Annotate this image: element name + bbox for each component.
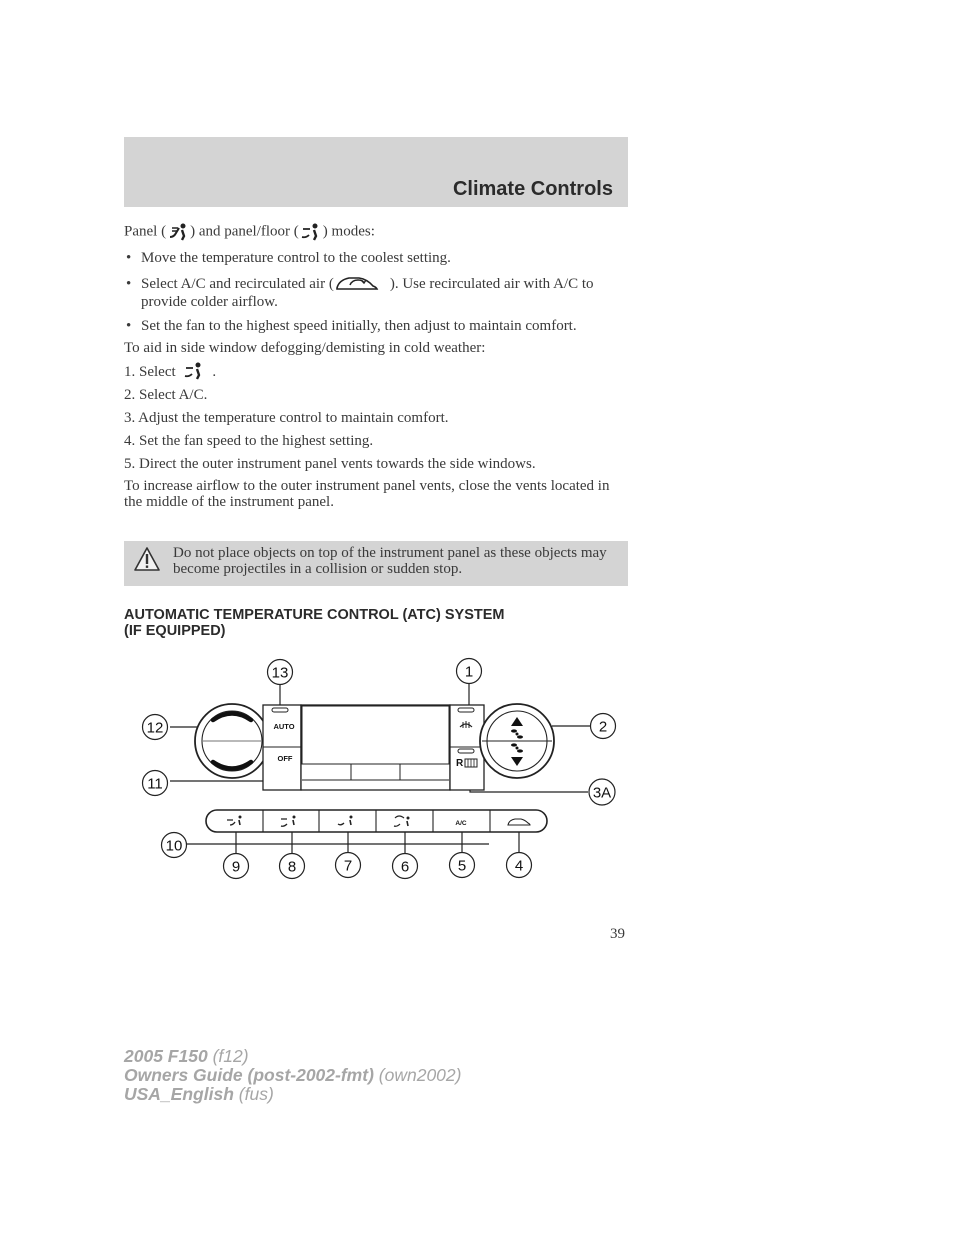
footer-guide-code: (own2002)	[378, 1065, 462, 1085]
svg-text:12: 12	[146, 719, 164, 737]
ac-button[interactable]: A/C	[455, 820, 467, 827]
svg-text:3A: 3A	[592, 784, 612, 802]
defog-intro: To aid in side window defogging/demisting in cold weather:	[124, 340, 486, 357]
fan-speed-knob[interactable]	[480, 704, 554, 778]
callout-6	[393, 854, 418, 879]
section-subheading	[124, 607, 504, 639]
svg-text:6: 6	[400, 858, 410, 876]
atc-control-diagram	[130, 650, 630, 890]
callout-11	[143, 771, 168, 796]
bullet-item	[124, 317, 628, 335]
callout-1	[457, 659, 482, 684]
intro-text-b: ) and panel/floor (	[190, 223, 299, 240]
panel-floor-mode-icon	[299, 222, 323, 242]
step-text: 1. Select	[124, 364, 176, 381]
recirculated-air-icon	[334, 273, 382, 293]
bullet-text: Move the temperature control to the coolest setting.	[141, 250, 451, 266]
defog-step-5: 5. Direct the outer instrument panel vents towards the side windows.	[124, 456, 536, 473]
svg-text:5: 5	[457, 857, 467, 875]
display-screen	[302, 706, 449, 764]
defog-step-3: 3. Adjust the temperature control to maintain comfort.	[124, 410, 449, 427]
svg-text:9: 9	[231, 858, 241, 876]
bullet-text: ). Use recirculated air with A/C to provide colder airflow.	[141, 276, 594, 311]
step-text: .	[212, 364, 217, 381]
auto-label: AUTO	[273, 722, 295, 731]
footer-language-code: (fus)	[238, 1084, 274, 1104]
temperature-knob[interactable]	[195, 704, 269, 778]
svg-text:1: 1	[464, 663, 474, 681]
defog-step-4: 4. Set the fan speed to the highest setting.	[124, 433, 374, 450]
footer-guide: Owners Guide (post-2002-fmt)	[124, 1065, 374, 1085]
intro-text-c: ) modes:	[322, 223, 375, 240]
callout-2	[591, 714, 616, 739]
footer-line-3	[124, 1085, 461, 1104]
callout-5	[450, 853, 475, 878]
bullet-text: Set the fan to the highest speed initially, then adjust to maintain comfort.	[141, 318, 577, 335]
svg-text:10: 10	[165, 837, 183, 855]
warning-triangle-icon	[133, 546, 161, 572]
subheading-line-1: AUTOMATIC TEMPERATURE CONTROL (ATC) SYSTEM	[124, 607, 505, 623]
callout-12	[143, 715, 168, 740]
callout-7	[336, 853, 361, 878]
footer-line-2	[124, 1066, 461, 1085]
svg-text:7: 7	[343, 857, 353, 875]
airflow-paragraph: To increase airflow to the outer instrument panel vents, close the vents located in the middle of the instrument panel.	[124, 478, 610, 511]
bullet-item	[124, 249, 628, 267]
document-footer	[124, 1047, 461, 1104]
intro-paragraph	[124, 222, 628, 242]
callout-10	[162, 833, 187, 858]
panel-floor-mode-icon	[182, 361, 206, 381]
section-header	[124, 137, 628, 207]
bullet-item	[124, 275, 628, 311]
callout-13	[268, 660, 293, 685]
callout-8	[280, 854, 305, 879]
callout-4	[507, 853, 532, 878]
svg-text:11: 11	[147, 775, 163, 793]
defog-step-1	[124, 363, 628, 381]
footer-line-1	[124, 1047, 461, 1066]
header-title: Climate Controls	[452, 178, 613, 200]
footer-model-code: (f12)	[212, 1046, 249, 1066]
off-button[interactable]	[278, 754, 293, 763]
svg-text:13: 13	[271, 664, 289, 682]
rear-defrost-label: R	[456, 758, 464, 769]
defog-step-2: 2. Select A/C.	[124, 387, 208, 404]
footer-language: USA_English	[124, 1084, 234, 1104]
callout-3a	[589, 779, 615, 805]
svg-text:8: 8	[287, 858, 297, 876]
subheading-line-2: (IF EQUIPPED)	[124, 623, 226, 639]
warning-text: Do not place objects on top of the instrument panel as these objects may become projectiles in a collision or sudden stop.	[173, 545, 607, 577]
intro-text-a: Panel (	[124, 223, 167, 240]
warning-box	[124, 541, 628, 586]
body-text	[124, 222, 628, 510]
svg-text:4: 4	[514, 857, 524, 875]
callout-9	[224, 854, 249, 879]
bullet-text: Select A/C and recirculated air (	[141, 276, 334, 292]
off-label: OFF	[277, 754, 293, 763]
svg-text:2: 2	[598, 718, 608, 736]
panel-mode-icon	[166, 222, 190, 242]
page-number: 39	[610, 926, 625, 942]
footer-model: 2005 F150	[124, 1046, 208, 1066]
